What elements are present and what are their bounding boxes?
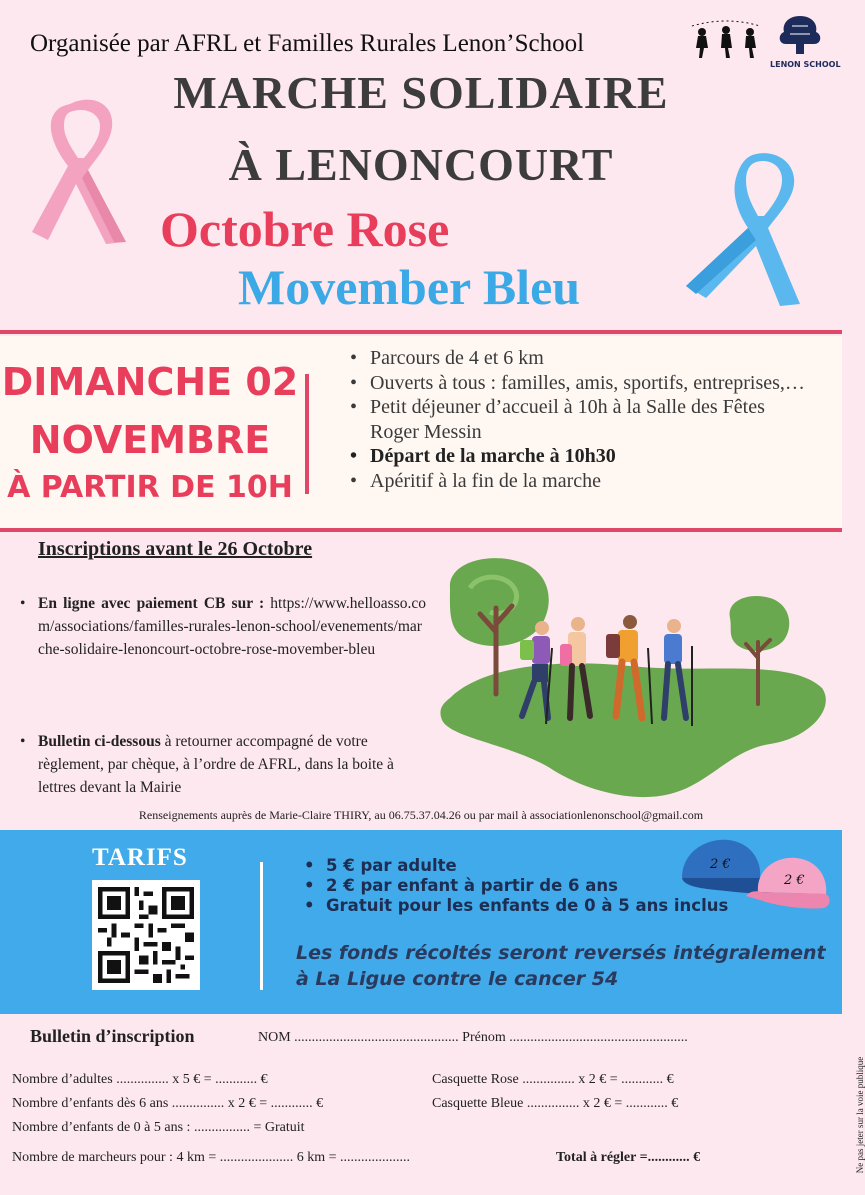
list-item: • Départ de la marche à 10h30 <box>348 444 808 469</box>
casquette-rose-field[interactable]: Casquette Rose ............... x 2 € = ............ € <box>432 1072 674 1087</box>
fonds-statement: Les fonds récoltés seront reversés intégralement à La Ligue contre le cancer 54 <box>296 942 826 990</box>
list-item: • Petit déjeuner d’accueil à 10h à la Salle des Fêtes Roger Messin <box>348 395 808 444</box>
enfants-0-5-field[interactable]: Nombre d’enfants de 0 à 5 ans : ................ = Gratuit <box>12 1120 305 1135</box>
helloasso-link[interactable]: https://www.helloasso.com/associations/familles-rurales-lenon-school/evenements/marche-solidaire-lenoncourt-octobre-rose-movember-bleu <box>38 595 427 658</box>
contact-info: Renseignements auprès de Marie-Claire THIRY, au 06.75.37.04.26 ou par mail à associationlenonschool@gmail.com <box>138 808 704 822</box>
bulletin-text: à retourner accompagné de votre règlement, par chèque, à l’ordre de AFRL, dans la boite à lettres devant la Mairie <box>38 733 394 796</box>
tarifs-separator <box>260 862 263 990</box>
inscription-online: • En ligne avec paiement CB sur : https://www.helloasso.com/associations/familles-rurales-lenon-school/evenements/marche-solidaire-lenoncourt-octobre-rose-movember-bleu <box>20 595 427 658</box>
caps-illustration-icon <box>676 834 836 934</box>
online-label: En ligne avec paiement CB sur : <box>38 595 265 612</box>
date-line3: À PARTIR DE 10H <box>7 470 293 505</box>
pink-ribbon-icon <box>30 94 150 244</box>
blue-ribbon-icon <box>676 148 802 308</box>
adultes-field[interactable]: Nombre d’adultes ............... x 5 € = ............ € <box>12 1072 268 1087</box>
subtitle-octobre-rose: Octobre Rose <box>160 201 450 257</box>
tarifs-list <box>296 856 728 916</box>
list-item: • Parcours de 4 et 6 km <box>348 346 808 371</box>
list-item: • 5 € par adulte <box>296 856 728 876</box>
qr-code[interactable] <box>92 880 200 990</box>
main-title-line2: À LENONCOURT <box>228 139 614 190</box>
nom-prenom-field[interactable]: NOM ............................................... Prénom ................................................... <box>258 1030 688 1045</box>
marcheurs-field[interactable]: Nombre de marcheurs pour : 4 km = ..................... 6 km = .................... <box>12 1150 411 1165</box>
tarifs-title: TARIFS <box>92 844 188 871</box>
inscriptions-title: Inscriptions avant le 26 Octobre <box>38 538 313 560</box>
enfants-6-field[interactable]: Nombre d’enfants dès 6 ans ............... x 2 € = ............ € <box>12 1096 324 1111</box>
date-line2: NOVEMBRE <box>29 418 271 462</box>
tree-logo-icon <box>770 12 830 56</box>
hikers-illustration-icon <box>430 548 836 810</box>
list-item: • Apéritif à la fin de la marche <box>348 469 808 494</box>
lenon-school-logo <box>770 12 841 69</box>
divider-middle <box>0 528 842 532</box>
event-details-list <box>348 346 808 493</box>
cap-price-pink: 2 € <box>784 873 805 888</box>
kids-logo-icon <box>688 18 764 64</box>
list-item: • Ouverts à tous : familles, amis, sportifs, entreprises,… <box>348 371 808 396</box>
organiser-text: Organisée par AFRL et Familles Rurales Lenon’School <box>30 30 585 57</box>
logo-text: LENON SCHOOL <box>770 60 841 69</box>
vertical-note: Ne pas jeter sur la voie publique <box>855 1056 865 1174</box>
main-title-line1: MARCHE SOLIDAIRE <box>173 67 669 118</box>
list-item: • 2 € par enfant à partir de 6 ans <box>296 876 728 896</box>
date-line1: DIMANCHE 02 <box>1 360 299 404</box>
qr-code-icon <box>98 886 194 984</box>
divider-top <box>0 330 842 334</box>
date-separator <box>305 374 309 494</box>
subtitle-movember-bleu: Movember Bleu <box>238 259 581 315</box>
inscription-bulletin: • Bulletin ci-dessous à retourner accompagné de votre règlement, par chèque, à l’ordre de AFRL, dans la boite à lettres devant la Mairie <box>20 733 394 796</box>
bulletin-title: Bulletin d’inscription <box>30 1026 195 1046</box>
total-field[interactable]: Total à régler =............ € <box>556 1150 701 1165</box>
cap-price-blue: 2 € <box>710 857 731 872</box>
list-item: • Gratuit pour les enfants de 0 à 5 ans inclus <box>296 896 728 916</box>
casquette-bleue-field[interactable]: Casquette Bleue ............... x 2 € = ............ € <box>432 1096 679 1111</box>
bulletin-label: Bulletin ci-dessous <box>38 733 161 750</box>
